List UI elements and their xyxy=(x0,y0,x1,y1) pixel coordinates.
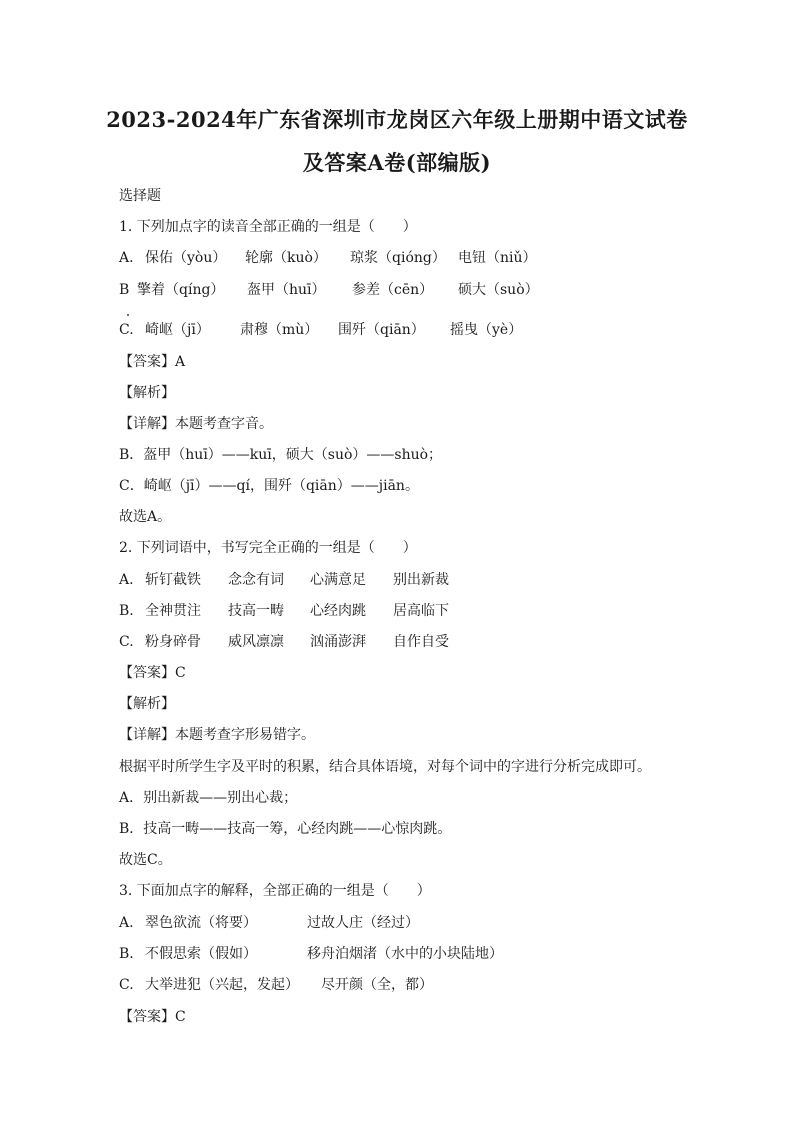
option-item: 轮廓（kuò） xyxy=(245,250,327,266)
option-item: 心经肉跳 xyxy=(310,603,366,619)
q1-note-b: B．盔甲（huī）——kuī，硕大（suò）——shuò； xyxy=(119,447,443,463)
document-title-line1: 2023-2024年广东省深圳市龙岗区六年级上册期中语文试卷 xyxy=(106,107,688,132)
option-item: 大举进犯（兴起，发起） xyxy=(145,977,299,993)
q2-option-c xyxy=(119,633,449,651)
option-label: B. xyxy=(119,603,134,619)
option-label: C. xyxy=(119,322,134,338)
option-item: 电钮（niǔ） xyxy=(458,250,537,266)
q3-option-b xyxy=(119,945,503,963)
q2-answer: 【答案】C xyxy=(119,665,186,681)
q2-option-b xyxy=(119,602,449,620)
option-item: 汹涌澎湃 xyxy=(310,634,366,650)
q3-answer: 【答案】C xyxy=(119,1009,186,1025)
option-item: 围歼（qiān） xyxy=(338,322,425,338)
q2-option-a xyxy=(119,571,449,589)
option-label: B xyxy=(119,282,130,298)
q2-choose: 故选C。 xyxy=(119,852,172,868)
q3-option-c xyxy=(119,976,433,994)
option-item: 居高临下 xyxy=(393,603,449,619)
option-item: 保佑（yòu） xyxy=(145,250,227,266)
q1-option-c xyxy=(119,321,522,339)
option-item: 别出新裁 xyxy=(393,572,449,588)
q2-note-a: A．别出新裁——别出心裁； xyxy=(119,790,298,806)
q2-paragraph: 根据平时所学生字及平时的积累，结合具体语境，对每个词中的字进行分析完成即可。 xyxy=(119,759,651,775)
option-item: 肃穆（mù） xyxy=(240,322,319,338)
option-label: B. xyxy=(119,946,134,962)
option-item: 盔甲（huī） xyxy=(247,282,326,298)
option-item: 参差（cēn） xyxy=(352,282,434,298)
q2-detail: 【详解】本题考查字形易错字。 xyxy=(119,727,315,743)
q2-analysis: 【解析】 xyxy=(119,696,175,712)
option-item: 擎着（qíng） xyxy=(137,282,225,298)
q1-option-b xyxy=(119,281,539,299)
q2-stem: 2. 下列词语中，书写完全正确的一组是（ ） xyxy=(119,540,417,556)
option-label: A. xyxy=(119,915,134,931)
option-item: 尽开颜（全，都） xyxy=(321,977,433,993)
option-item: 移舟泊烟渚（水中的小块陆地） xyxy=(307,946,503,962)
q1-stem: 1. 下列加点字的读音全部正确的一组是（ ） xyxy=(119,219,417,235)
stray-dot xyxy=(127,314,129,316)
option-item: 斩钉截铁 xyxy=(145,572,201,588)
q3-stem: 3. 下面加点字的解释，全部正确的一组是（ ） xyxy=(119,883,431,899)
option-item: 自作自受 xyxy=(393,634,449,650)
option-item: 摇曳（yè） xyxy=(450,322,523,338)
option-item: 技高一畴 xyxy=(228,603,284,619)
option-label: C. xyxy=(119,977,134,993)
q1-note-c: C．崎岖（jī）——qí，围歼（qiān）——jiān。 xyxy=(119,478,419,494)
option-item: 全神贯注 xyxy=(145,603,201,619)
q1-option-a xyxy=(119,249,537,267)
q1-answer: 【答案】A xyxy=(119,354,186,370)
option-item: 硕大（suò） xyxy=(458,282,539,298)
option-label: A. xyxy=(119,250,134,266)
option-item: 过故人庄（经过） xyxy=(307,915,419,931)
option-item: 念念有词 xyxy=(228,572,284,588)
option-item: 崎岖（jī） xyxy=(145,322,210,338)
option-item: 不假思索（假如） xyxy=(145,946,257,962)
option-label: C. xyxy=(119,634,134,650)
option-item: 威风凛凛 xyxy=(228,634,284,650)
q1-choose: 故选A。 xyxy=(119,509,172,525)
q3-option-a xyxy=(119,914,419,932)
q2-note-b: B．技高一畴——技高一筹，心经肉跳——心惊肉跳。 xyxy=(119,821,452,837)
section-heading: 选择题 xyxy=(119,188,161,204)
option-label: A. xyxy=(119,572,134,588)
option-item: 心满意足 xyxy=(310,572,366,588)
q1-detail: 【详解】本题考查字音。 xyxy=(119,416,273,432)
document-title-line2: 及答案A卷(部编版) xyxy=(302,150,492,175)
option-item: 粉身碎骨 xyxy=(145,634,201,650)
q1-analysis: 【解析】 xyxy=(119,385,175,401)
option-item: 翠色欲流（将要） xyxy=(145,915,257,931)
option-item: 琼浆（qióng） xyxy=(350,250,446,266)
